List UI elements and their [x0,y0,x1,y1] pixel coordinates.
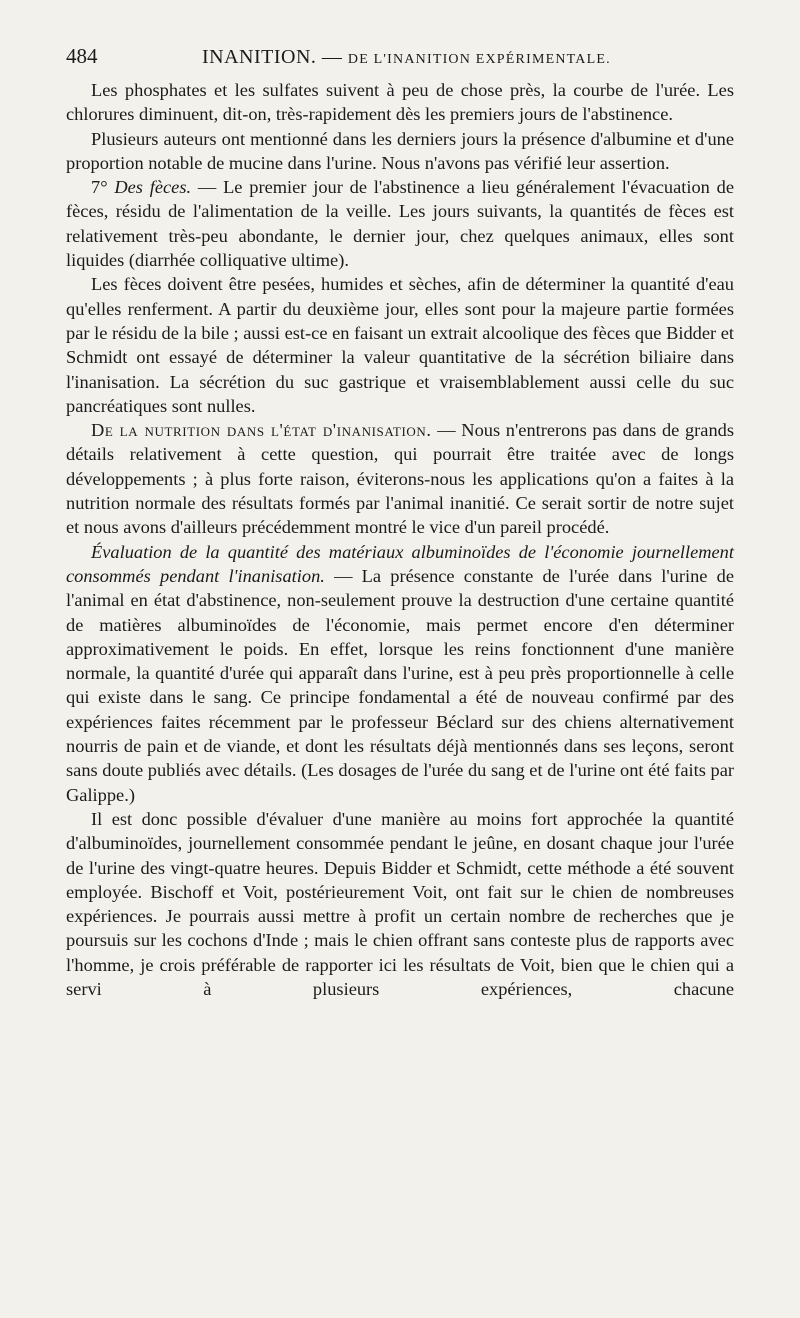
paragraph-feces-pesees: Les fèces doivent être pesées, humides et sèches, afin de déterminer la quantité d'eau qu'elles renferment. A partir du deuxième jour, elles sont pour la majeure partie formées par le résidu de la bile ; aussi est-ce en faisant un extrait alcoolique des fèces que Bidder et Schmidt ont essayé de déterminer la valeur quantitative de la sécrétion biliaire dans l'inanisation. La sécrétion du suc gastrique et vraisemblablement aussi celle du suc pancréatiques sont nulles. [66,274,734,416]
running-title: INANITION. [202,46,317,68]
paragraph-nutrition [66,418,734,539]
running-header [66,44,734,78]
page-body [66,78,734,1001]
section-number: 7° [91,177,115,198]
section-heading-feces: Des fèces. [114,177,192,198]
evaluation-text: — La présence constante de l'urée dans l'urine de l'animal en état d'abstinence, non-seulement prouve la destruction d'une certaine quantité de matières albuminoïdes de l'économie, mais permet encore d'en déterminer approximativement le poids. En effet, lorsque les reins fonctionnent d'une manière normale, la quantité d'urée qui apparaît dans l'urine, est à peu près proportionnelle à celle qui existe dans le sang. Ce principe fondamental a été de nouveau confirmé par des expériences faites récemment par le professeur Béclard sur des chiens alternativement nourris de pain et de viande, et dont les résultats déjà mentionnés dans ses leçons, seront sans doute publiés avec détails. (Les dosages de l'urée du sang et de l'urine ont été faits par Galippe.) [66,565,734,805]
feces-text: — Le premier jour de l'abstinence a lieu généralement l'évacuation de fèces, résidu de l'alimentation de la veille. Les jours suivants, la quantités de fèces est relativement très-peu abondante, le dernier jour, chez quelques animaux, elles sont liquides (diarrhée colliquative ultime). [66,177,734,271]
paragraph-phosphates: Les phosphates et les sulfates suivent à peu de chose près, la courbe de l'urée. Les chlorures diminuent, dit-on, très-rapidement dès les premiers jours de l'abstinence. [66,80,734,125]
section-heading-nutrition: De la nutrition dans l'état d'inanisation. [91,420,432,441]
header-dash: — [316,46,348,68]
paragraph-evaluation [66,540,734,807]
paragraph-methode: Il est donc possible d'évaluer d'une manière au moins fort approchée la quantité d'albuminoïdes, journellement consommée pendant le jeûne, en dosant chaque jour l'urée de l'urine des vingt-quatre heures. Depuis Bidder et Schmidt, cette méthode a été souvent employée. Bischoff et Voit, postérieurement Voit, ont fait sur le chien de nombreuses expériences. Je pourrais aussi mettre à profit un certain nombre de recherches que je poursuis sur les cochons d'Inde ; mais le chien offrant sans conteste plus de rapports avec l'homme, je crois préférable de rapporter ici les résultats de Voit, bien que le chien qui a servi à plusieurs expériences, chacune [66,808,734,999]
nutrition-text: — Nous n'entrerons pas dans de grands détails relativement à cette question, qui pourrait être traitée avec de longs développements ; à plus forte raison, éviterons-nous les applications qu'on a faites à la nutrition normale des résultats formés par l'animal inanitié. Ce serait sortir de notre sujet et nous avons d'ailleurs précédemment montré le vice d'un pareil procédé. [66,420,735,538]
paragraph-feces [66,175,734,272]
running-subtitle: DE L'INANITION EXPÉRIMENTALE. [347,52,611,67]
section-heading-evaluation: Évaluation de la quantité des matériaux albuminoïdes de l'économie journellement consommés pendant l'inanisation. [66,541,734,586]
page-number: 484 [66,44,98,68]
paragraph-albumine: Plusieurs auteurs ont mentionné dans les derniers jours la présence d'albumine et d'une proportion notable de mucine dans l'urine. Nous n'avons pas vérifié leur assertion. [66,128,734,173]
